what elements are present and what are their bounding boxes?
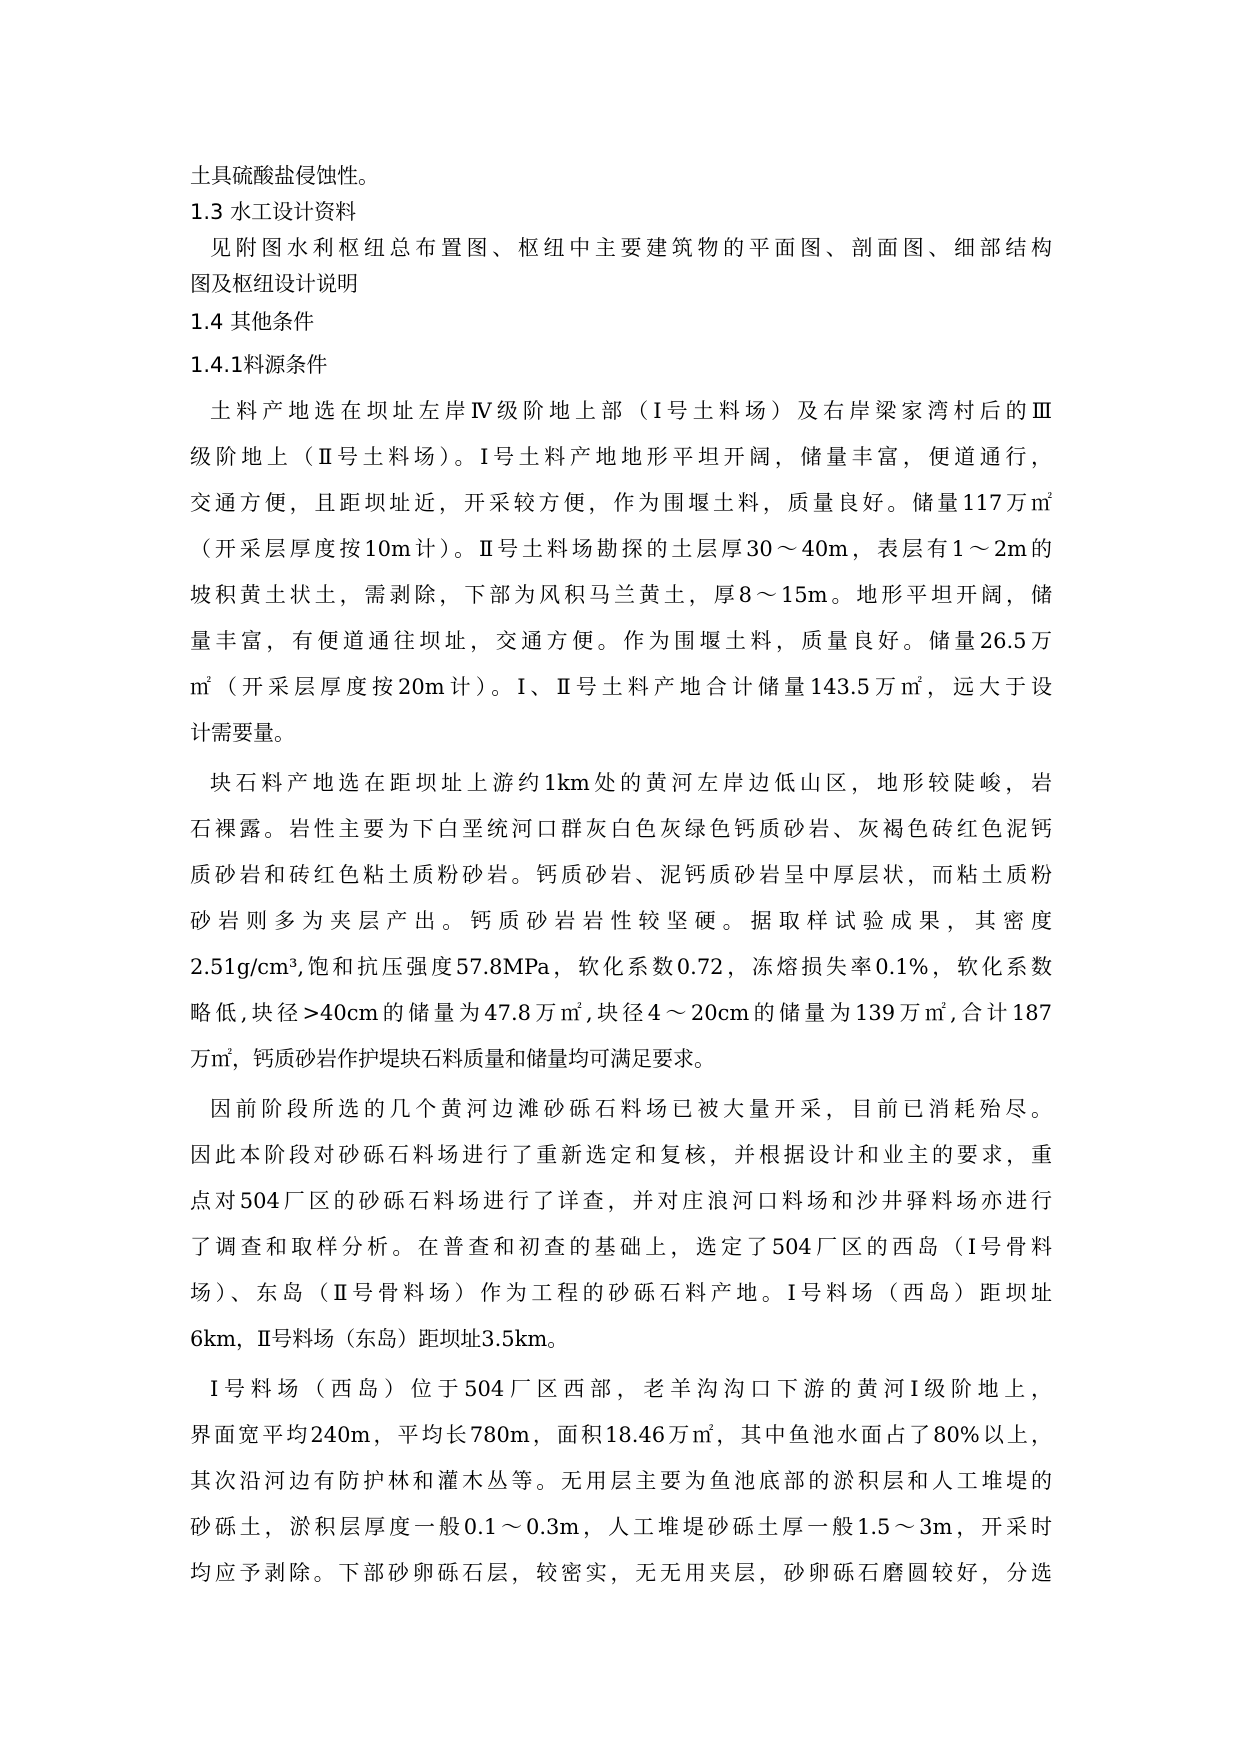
text-line: 土具硫酸盐侵蚀性。 [190, 164, 379, 188]
text-line: 石裸露。岩性主要为下白垩统河口群灰白色灰绿色钙质砂岩、灰褐色砖红色泥钙 [190, 817, 1052, 841]
text-line: 界面宽平均240m，平均长780m，面积18.46万㎡，其中鱼池水面占了80%以上， [190, 1423, 1052, 1447]
section-heading: 1.4 其他条件 [190, 310, 315, 334]
text-line: （开采层厚度按10m计）。Ⅱ号土料场勘探的土层厚30～40m，表层有1～2m的 [190, 537, 1052, 561]
section-heading: 1.3 水工设计资料 [190, 200, 357, 224]
text-line: 场）、东岛（Ⅱ号骨料场）作为工程的砂砾石料产地。Ⅰ号料场（西岛）距坝址 [190, 1281, 1052, 1305]
text-line: 土料产地选在坝址左岸Ⅳ级阶地上部（Ⅰ号土料场）及右岸梁家湾村后的Ⅲ [210, 399, 1052, 423]
text-line: 万㎡，钙质砂岩作护堤块石料质量和储量均可满足要求。 [190, 1047, 715, 1071]
text-line: 量丰富，有便道通往坝址，交通方便。作为围堰土料，质量良好。储量26.5万 [190, 629, 1052, 653]
text-line: 因前阶段所选的几个黄河边滩砂砾石料场已被大量开采，目前已消耗殆尽。 [210, 1097, 1052, 1121]
text-line: 其次沿河边有防护林和灌木丛等。无用层主要为鱼池底部的淤积层和人工堆堤的 [190, 1469, 1052, 1493]
text-line: 点对504厂区的砂砾石料场进行了详查，并对庄浪河口料场和沙井驿料场亦进行 [190, 1189, 1052, 1213]
page-body [190, 158, 1052, 1596]
text-line: 图及枢纽设计说明 [190, 272, 358, 296]
text-line: 了调查和取样分析。在普查和初查的基础上，选定了504厂区的西岛（Ⅰ号骨料 [190, 1235, 1052, 1259]
text-line: 交通方便，且距坝址近，开采较方便，作为围堰土料，质量良好。储量117万㎡ [190, 491, 1052, 515]
text-line: 略低,块径>40cm的储量为47.8万㎡,块径4～20cm的储量为139万㎡,合计187 [190, 1001, 1052, 1025]
text-line: 砂砾土，淤积层厚度一般0.1～0.3m，人工堆堤砂砾土厚一般1.5～3m，开采时 [190, 1515, 1052, 1539]
text-line: 见附图水利枢纽总布置图、枢纽中主要建筑物的平面图、剖面图、细部结构 [210, 236, 1052, 260]
text-line: 级阶地上（Ⅱ号土料场）。Ⅰ号土料产地地形平坦开阔，储量丰富，便道通行， [190, 445, 1052, 469]
text-line: 因此本阶段对砂砾石料场进行了重新选定和复核，并根据设计和业主的要求，重 [190, 1143, 1052, 1167]
text-line: Ⅰ号料场（西岛）位于504厂区西部，老羊沟沟口下游的黄河Ⅰ级阶地上， [210, 1377, 1052, 1401]
text-line: 计需要量。 [190, 721, 295, 745]
text-line: ㎡（开采层厚度按20m计）。Ⅰ、Ⅱ号土料产地合计储量143.5万㎡，远大于设 [190, 675, 1052, 699]
text-line: 坡积黄土状土，需剥除，下部为风积马兰黄土，厚8～15m。地形平坦开阔，储 [190, 583, 1052, 607]
subsection-heading: 1.4.1料源条件 [190, 353, 328, 377]
text-line: 质砂岩和砖红色粘土质粉砂岩。钙质砂岩、泥钙质砂岩呈中厚层状，而粘土质粉 [190, 863, 1052, 887]
text-line: 2.51g/cm³,饱和抗压强度57.8MPa，软化系数0.72，冻熔损失率0.1%，软化系数 [190, 955, 1052, 979]
text-line: 砂岩则多为夹层产出。钙质砂岩岩性较坚硬。据取样试验成果，其密度 [190, 909, 1052, 933]
text-line: 均应予剥除。下部砂卵砾石层，较密实，无无用夹层，砂卵砾石磨圆较好，分选 [190, 1561, 1052, 1585]
text-line: 块石料产地选在距坝址上游约1km处的黄河左岸边低山区，地形较陡峻，岩 [210, 771, 1052, 795]
text-line: 6km，Ⅱ号料场（东岛）距坝址3.5km。 [190, 1327, 569, 1351]
